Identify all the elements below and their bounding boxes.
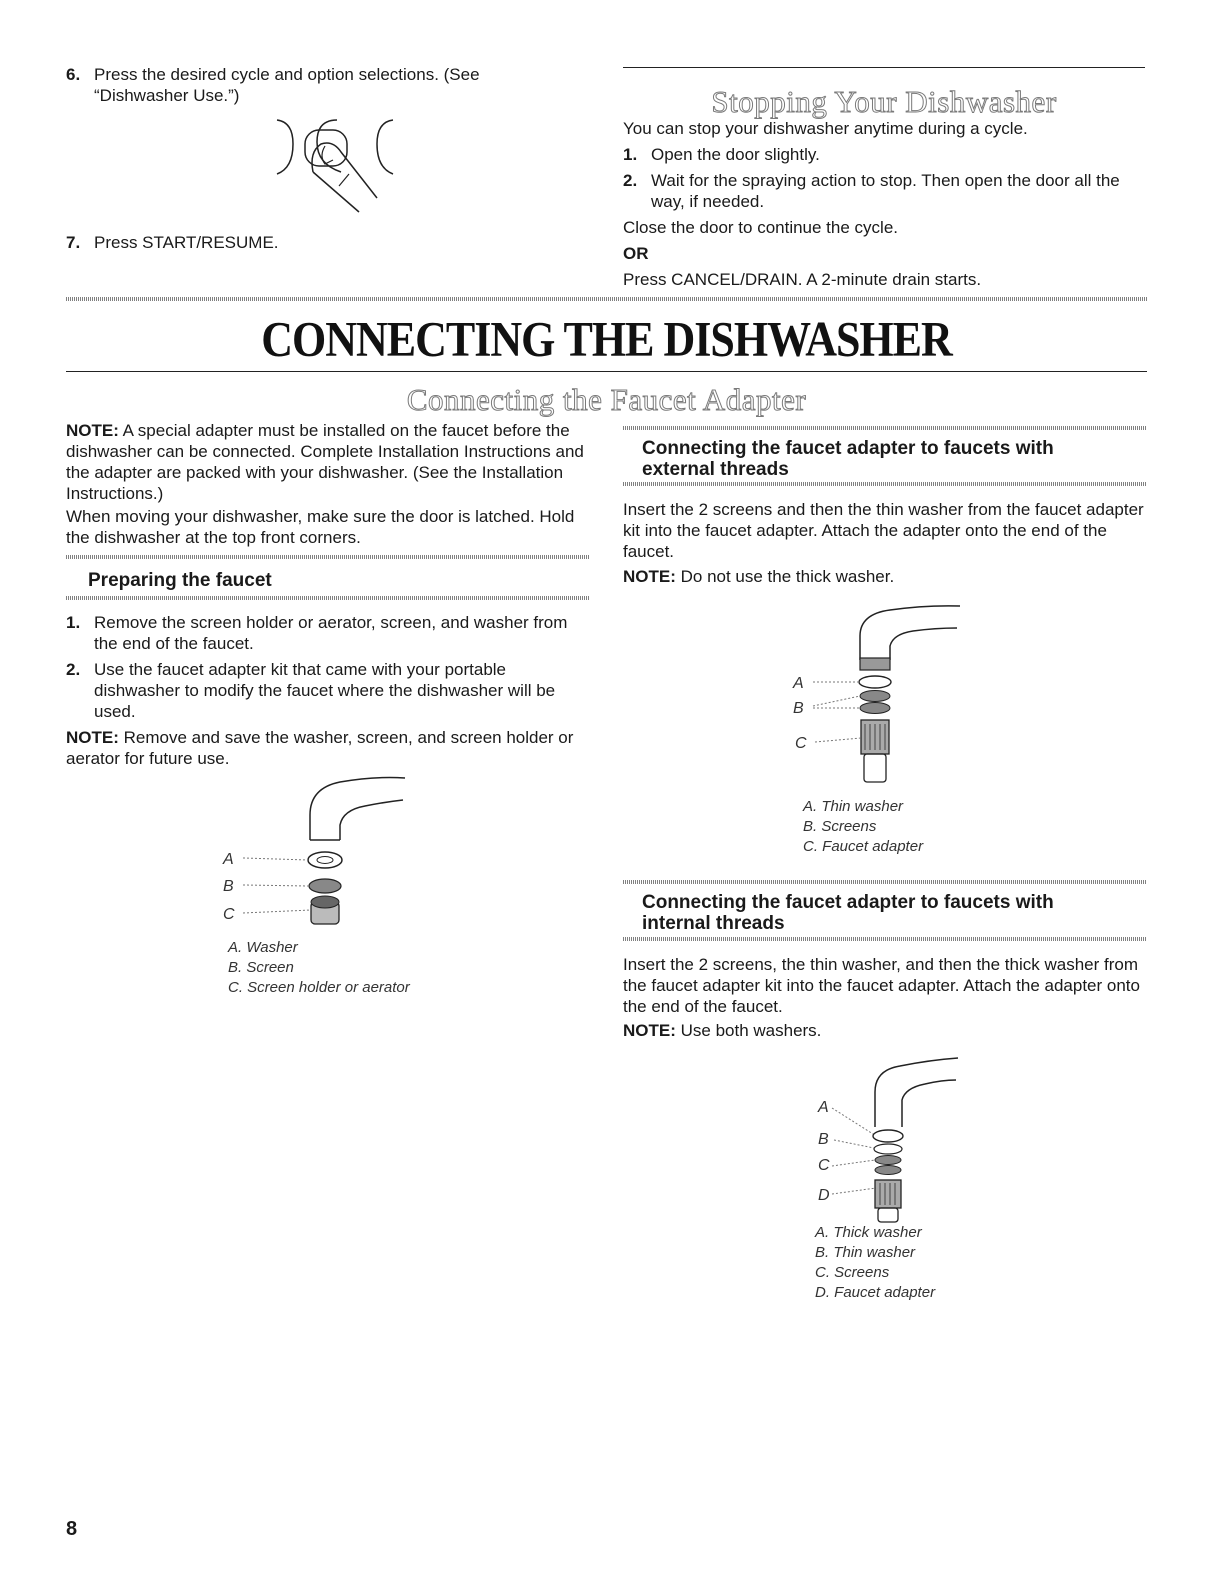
note-label: NOTE: [623,567,676,586]
external-threads-note [623,566,1148,587]
faucet-parts-diagram [215,770,415,940]
press-button-icon [255,112,405,217]
caption: C. Faucet adapter [803,838,924,855]
internal-threads-heading: Connecting the faucet adapter to faucets with internal threads [642,892,1054,934]
dotted-divider [623,426,1147,430]
cancel-drain-text: Press CANCEL/DRAIN. A 2-minute drain starts. [623,270,982,289]
fig-label-a: A [223,851,234,868]
moving-instructions: When moving your dishwasher, make sure the door is latched. Hold the dishwasher at the top front corners. [66,507,575,547]
note-text: Remove and save the washer, screen, and screen holder or aerator for future use. [66,728,574,768]
caption: C. Screen holder or aerator [228,979,410,996]
fig-label-b: B [223,878,234,895]
caption: B. Screens [803,818,877,835]
note-label: NOTE: [66,421,119,440]
fig-label-d: D [818,1187,830,1204]
step-number: 1. [66,613,81,632]
fig-label-a: A [818,1099,829,1116]
preparing-captions [228,938,410,998]
fig-label-b: B [793,700,804,717]
internal-threads-note [623,1020,1148,1041]
caption: B. Screen [228,959,294,976]
caption: B. Thin washer [815,1244,916,1261]
adapter-section-title: Connecting the Faucet Adapter [406,382,807,417]
step-number: 6. [66,65,81,84]
step-text: Wait for the spraying action to stop. Then open the door all the way, if needed. [651,171,1120,211]
dotted-divider [623,880,1147,884]
section-rule [66,371,1147,372]
caption: A. Thick washer [815,1224,922,1241]
fig-label-b: B [818,1131,829,1148]
fig-label-c: C [795,735,807,752]
external-threads-heading: Connecting the faucet adapter to faucets with external threads [642,438,1054,480]
step-text: Press START/RESUME. [94,233,279,252]
fig-label-a: A [793,675,804,692]
step-number: 2. [623,171,638,190]
dotted-divider [66,555,590,559]
stopping-step-2 [623,170,1153,212]
step-number: 1. [623,145,638,164]
dotted-divider [66,297,1147,301]
dotted-divider [66,596,590,600]
step-text: Remove the screen holder or aerator, screen, and washer from the end of the faucet. [94,613,568,653]
stopping-intro: You can stop your dishwasher anytime during a cycle. [623,119,1028,138]
step-6 [66,64,536,106]
preparing-step-2 [66,659,591,722]
step-7 [66,232,536,253]
note-text: Do not use the thick washer. [675,567,895,586]
internal-threads-body: Insert the 2 screens, the thin washer, and then the thick washer from the faucet adapter kit into the faucet adapter. Attach the adapter onto the end of the faucet. [623,955,1140,1016]
preparing-step-1 [66,612,591,654]
adapter-note [66,420,586,504]
internal-threads-diagram [810,1052,970,1222]
page-title: CONNECTING THE DISHWASHER [261,312,952,367]
note-label: NOTE: [66,728,119,747]
external-threads-body: Insert the 2 screens and then the thin washer from the faucet adapter kit into the faucet adapter. Attach the adapter onto the end of the faucet. [623,500,1144,561]
internal-captions [815,1223,935,1303]
fig-label-c: C [223,906,235,923]
step-text: Open the door slightly. [651,145,820,164]
note-text: A special adapter must be installed on the faucet before the dishwasher can be connected. Complete Installation Instructions and the adapter are packed with your dishwasher. (See the Installation Instructions.) [66,421,584,503]
fig-label-c: C [818,1157,830,1174]
caption: C. Screens [815,1264,890,1281]
caption: D. Faucet adapter [815,1284,936,1301]
note-text: Use both washers. [675,1021,822,1040]
step-number: 2. [66,660,81,679]
dotted-divider [623,482,1147,486]
note-label: NOTE: [623,1021,676,1040]
external-captions [803,797,923,857]
preparing-section [66,612,591,769]
page-number: 8 [66,1518,78,1540]
stopping-section-title: Stopping Your Dishwasher [711,84,1057,119]
stopping-step-1 [623,144,1153,165]
external-threads-diagram [785,600,975,790]
step-text: Press the desired cycle and option selections. (See “Dishwasher Use.”) [94,65,480,105]
step-text: Use the faucet adapter kit that came with your portable dishwasher to modify the faucet where the dishwasher will be used. [94,660,556,721]
dotted-divider [623,937,1147,941]
caption: A. Washer [228,939,298,956]
close-door-text: Close the door to continue the cycle. [623,218,898,237]
preparing-note [66,727,591,769]
stopping-section [623,118,1153,290]
caption: A. Thin washer [803,798,904,815]
preparing-heading: Preparing the faucet [88,570,272,591]
or-text: OR [623,244,649,263]
step-number: 7. [66,233,81,252]
section-rule [623,67,1145,68]
